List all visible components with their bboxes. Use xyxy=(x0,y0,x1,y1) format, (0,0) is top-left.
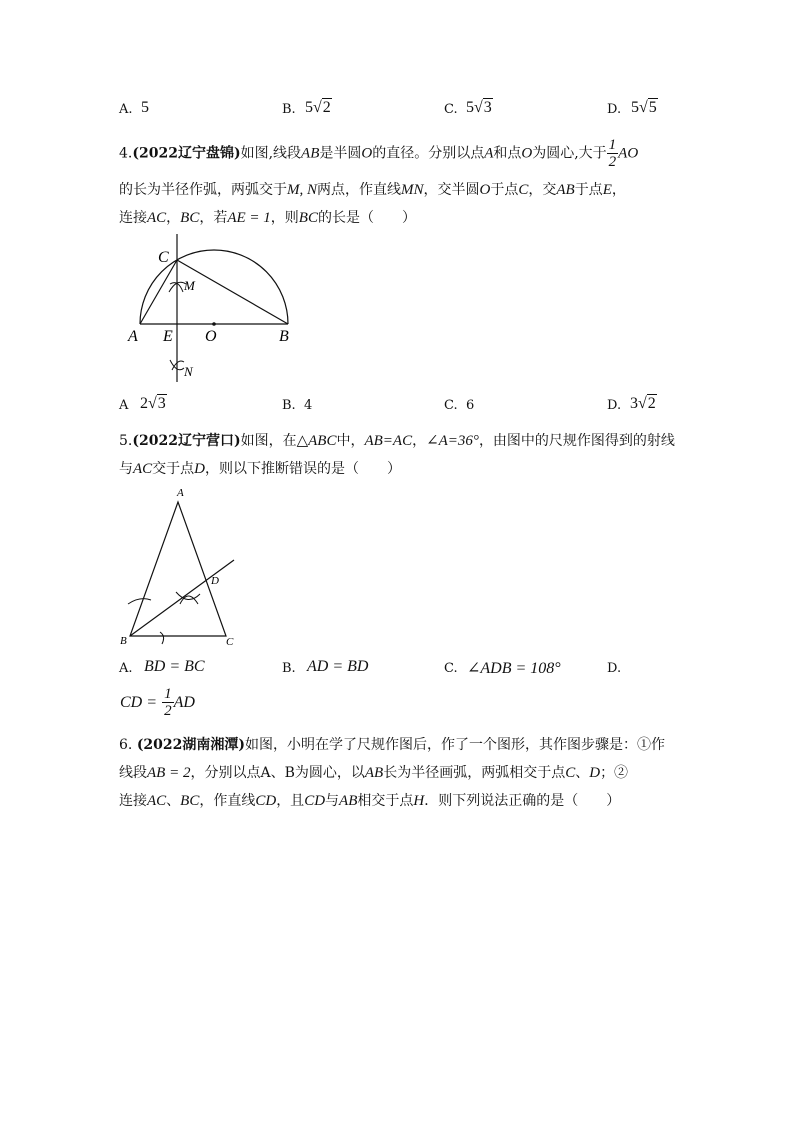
triangle-abc xyxy=(130,502,226,636)
q3-option-a-label: A. xyxy=(119,102,133,117)
q5-option-b-label: B. xyxy=(282,661,296,676)
label-a: A xyxy=(128,328,138,345)
q4-option-b-value: 4 xyxy=(304,398,313,413)
label-b: B xyxy=(279,328,289,345)
label-a: A xyxy=(177,487,184,499)
q4-option-b-label: B. xyxy=(282,398,296,413)
q5-triangle-figure xyxy=(116,484,246,650)
q3-option-d-value: 5√5 xyxy=(631,99,657,116)
q5-line-1: 5.(2022辽宁营口)如图，在△ABC中，AB=AC，∠A=36°，由图中的尺规作图得到的射线 xyxy=(119,433,675,449)
q3-option-c-label: C. xyxy=(444,102,458,117)
arc-mark-bc xyxy=(160,632,164,644)
q4-line-2: 的长为半径作弧，两弧交于M, N两点，作直线MN，交半圆O于点C，交AB于点E， xyxy=(119,182,626,198)
q5-option-b-value: AD = BD xyxy=(307,658,369,675)
q3-option-b-value: 5√2 xyxy=(305,99,331,116)
q5-option-d-value: CD = $\frac{1}{2}$ AD xyxy=(120,686,195,719)
q4-line-3: 连接AC，BC，若AE = 1，则BC的长是（ ） xyxy=(119,210,416,226)
q6-line-2: 线段AB = 2，分别以点A、B为圆心，以AB长为半径画弧，两弧相交于点C、D；② xyxy=(119,765,629,781)
q3-option-c-value: 5√3 xyxy=(466,99,492,116)
center-point-o xyxy=(212,322,216,326)
q4-option-d-value: 3√2 xyxy=(630,395,656,412)
q5-option-d-fraction: $\frac{1}{2}$ xyxy=(164,686,172,719)
q4-option-d-label: D. xyxy=(607,398,622,413)
segment-ac xyxy=(140,260,177,324)
q4-option-a-value: 2√3 xyxy=(140,395,166,412)
q5-option-c-value: ∠ADB = 108° xyxy=(467,660,561,677)
label-d: D xyxy=(211,575,219,587)
label-o: O xyxy=(205,328,217,345)
q4-option-c-value: 6 xyxy=(466,398,475,413)
q5-line-2: 与AC交于点D，则以下推断错误的是（ ） xyxy=(119,461,402,477)
q6-line-3: 连接AC、BC，作直线CD，且CD与AB相交于点H．则下列说法正确的是（ ） xyxy=(119,793,621,809)
q4-line-1: 4.(2022辽宁盘锦)如图,线段AB是半圆O的直径。分别以点A和点O为圆心,大于 $\frac{1}{2}$ AO xyxy=(119,137,639,170)
q6-line-1: 6. (2022湖南湘潭)如图，小明在学了尺规作图后，作了一个图形，其作图步骤是：①作 xyxy=(119,737,666,753)
label-n: N xyxy=(184,364,193,379)
q3-option-a-value: 5 xyxy=(141,99,149,116)
label-b: B xyxy=(120,635,127,647)
q3-option-d-label: D. xyxy=(607,102,622,117)
q5-option-a-value: BD = BC xyxy=(144,658,205,675)
label-m: M xyxy=(184,278,195,293)
q4-fraction: $\frac{1}{2}$ xyxy=(608,137,617,170)
q5-option-d-label: D. xyxy=(607,661,622,676)
q5-option-a-label: A. xyxy=(119,661,133,676)
label-c: C xyxy=(158,249,169,266)
q3-option-b-label: B. xyxy=(282,102,296,117)
label-c: C xyxy=(226,636,234,648)
q4-semicircle-figure xyxy=(120,232,310,384)
ray-bd xyxy=(130,560,234,636)
q4-option-a-label: A xyxy=(119,398,129,413)
q5-option-c-label: C. xyxy=(444,661,458,676)
label-e: E xyxy=(163,328,173,345)
q4-option-c-label: C. xyxy=(444,398,458,413)
arc-mark-ab xyxy=(128,599,151,604)
